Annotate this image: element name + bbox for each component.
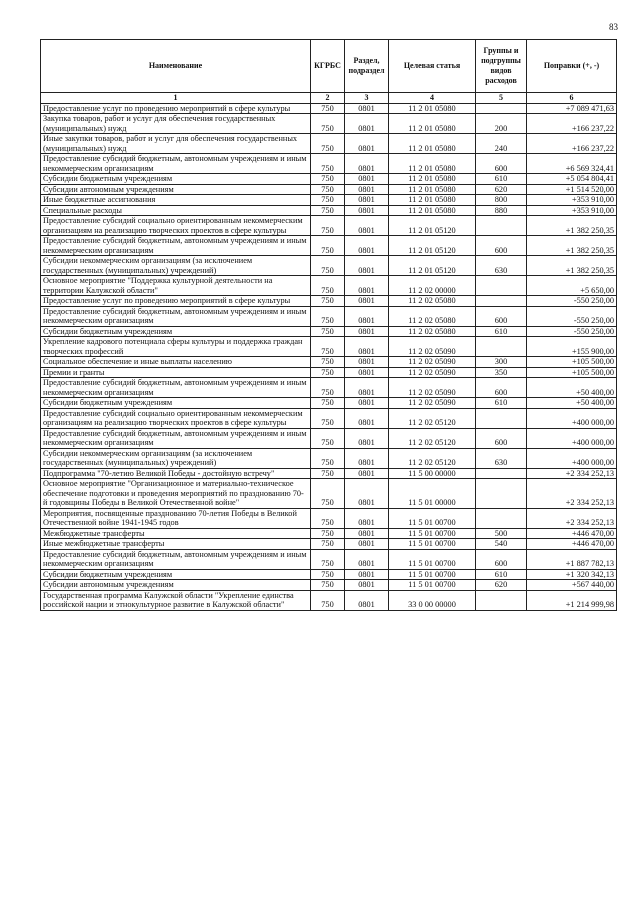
- row-expense-group: 620: [476, 184, 527, 195]
- table-row: [41, 479, 617, 509]
- column-number: 5: [476, 93, 527, 104]
- row-amount: +7 089 471,63: [527, 103, 617, 114]
- row-amount: +50 400,00: [527, 378, 617, 398]
- row-expense-group: [476, 408, 527, 428]
- row-kgrbs: 750: [311, 378, 345, 398]
- row-section: 0801: [345, 357, 389, 368]
- row-name: Предоставление субсидий социально ориентированным некоммерческим организациям на реализацию творческих проектов в сфере культуры: [41, 216, 311, 236]
- row-target-article: 11 2 01 05080: [389, 103, 476, 114]
- row-target-article: 11 2 01 05080: [389, 184, 476, 195]
- row-target-article: 11 2 01 05080: [389, 154, 476, 174]
- column-number-row: [41, 93, 617, 104]
- row-name: Иные бюджетные ассигнования: [41, 195, 311, 206]
- row-target-article: 11 2 01 05120: [389, 236, 476, 256]
- row-kgrbs: 750: [311, 205, 345, 216]
- row-name: Предоставление субсидий бюджетным, автономным учреждениям и иным некоммерческим организациям: [41, 549, 311, 569]
- table-row: [41, 448, 617, 468]
- row-amount: +50 400,00: [527, 398, 617, 409]
- row-name: Субсидии автономным учреждениям: [41, 184, 311, 195]
- column-number: 4: [389, 93, 476, 104]
- row-name: Субсидии бюджетным учреждениям: [41, 398, 311, 409]
- row-name: Предоставление субсидий бюджетным, автономным учреждениям и иным некоммерческим организациям: [41, 154, 311, 174]
- table-row: [41, 528, 617, 539]
- table-row: [41, 508, 617, 528]
- row-expense-group: 610: [476, 174, 527, 185]
- row-target-article: 11 5 01 00700: [389, 508, 476, 528]
- row-kgrbs: 750: [311, 216, 345, 236]
- row-section: 0801: [345, 398, 389, 409]
- row-amount: +400 000,00: [527, 448, 617, 468]
- row-name: Субсидии бюджетным учреждениям: [41, 326, 311, 337]
- row-section: 0801: [345, 539, 389, 550]
- row-kgrbs: 750: [311, 549, 345, 569]
- table-row: [41, 580, 617, 591]
- row-section: 0801: [345, 134, 389, 154]
- row-target-article: 11 2 02 05080: [389, 296, 476, 307]
- row-expense-group: [476, 276, 527, 296]
- table-row: [41, 468, 617, 479]
- table-row: [41, 367, 617, 378]
- row-amount: +2 334 252,13: [527, 508, 617, 528]
- column-number: 1: [41, 93, 311, 104]
- row-section: 0801: [345, 549, 389, 569]
- row-kgrbs: 750: [311, 367, 345, 378]
- row-name: Субсидии бюджетным учреждениям: [41, 174, 311, 185]
- row-expense-group: 620: [476, 580, 527, 591]
- row-target-article: 11 2 01 05080: [389, 174, 476, 185]
- row-section: 0801: [345, 174, 389, 185]
- row-name: Предоставление услуг по проведению мероприятий в сфере культуры: [41, 296, 311, 307]
- table-row: [41, 276, 617, 296]
- row-kgrbs: 750: [311, 590, 345, 610]
- table-row: [41, 296, 617, 307]
- row-name: Государственная программа Калужской области "Укрепление единства российской нации и этнокультурное развитие в Калужской области": [41, 590, 311, 610]
- row-kgrbs: 750: [311, 114, 345, 134]
- row-kgrbs: 750: [311, 306, 345, 326]
- row-target-article: 11 2 02 05120: [389, 408, 476, 428]
- row-target-article: 11 5 01 00000: [389, 479, 476, 509]
- table-row: [41, 408, 617, 428]
- row-name: Предоставление субсидий бюджетным, автономным учреждениям и иным некоммерческим организациям: [41, 236, 311, 256]
- row-expense-group: 540: [476, 539, 527, 550]
- row-section: 0801: [345, 256, 389, 276]
- row-target-article: 11 2 02 05090: [389, 357, 476, 368]
- row-expense-group: 500: [476, 528, 527, 539]
- row-amount: +400 000,00: [527, 408, 617, 428]
- row-amount: +155 900,00: [527, 337, 617, 357]
- row-expense-group: 610: [476, 398, 527, 409]
- row-target-article: 11 2 02 00000: [389, 276, 476, 296]
- row-amount: +1 514 520,00: [527, 184, 617, 195]
- row-amount: +1 382 250,35: [527, 256, 617, 276]
- row-name: Закупка товаров, работ и услуг для обеспечения государственных (муниципальных) нужд: [41, 114, 311, 134]
- row-target-article: 11 5 01 00700: [389, 528, 476, 539]
- table-row: [41, 357, 617, 368]
- row-section: 0801: [345, 276, 389, 296]
- row-expense-group: 240: [476, 134, 527, 154]
- table-row: [41, 337, 617, 357]
- row-section: 0801: [345, 448, 389, 468]
- row-amount: +446 470,00: [527, 528, 617, 539]
- row-kgrbs: 750: [311, 326, 345, 337]
- row-kgrbs: 750: [311, 508, 345, 528]
- row-amount: +166 237,22: [527, 134, 617, 154]
- column-number: 6: [527, 93, 617, 104]
- row-expense-group: [476, 103, 527, 114]
- row-expense-group: 630: [476, 448, 527, 468]
- table-row: [41, 378, 617, 398]
- row-kgrbs: 750: [311, 236, 345, 256]
- table-row: [41, 398, 617, 409]
- row-name: Предоставление субсидий бюджетным, автономным учреждениям и иным некоммерческим организациям: [41, 306, 311, 326]
- row-section: 0801: [345, 326, 389, 337]
- table-row: [41, 154, 617, 174]
- row-name: Социальное обеспечение и иные выплаты населению: [41, 357, 311, 368]
- row-section: 0801: [345, 378, 389, 398]
- row-expense-group: 200: [476, 114, 527, 134]
- row-expense-group: 600: [476, 306, 527, 326]
- row-section: 0801: [345, 103, 389, 114]
- row-name: Субсидии бюджетным учреждениям: [41, 569, 311, 580]
- header-expense-group: Группы и подгруппы видов расходов: [476, 40, 527, 93]
- row-name: Субсидии автономным учреждениям: [41, 580, 311, 591]
- row-target-article: 11 2 02 05090: [389, 378, 476, 398]
- row-kgrbs: 750: [311, 134, 345, 154]
- table-row: [41, 184, 617, 195]
- table-row: [41, 216, 617, 236]
- row-section: 0801: [345, 508, 389, 528]
- row-kgrbs: 750: [311, 337, 345, 357]
- row-amount: +353 910,00: [527, 195, 617, 206]
- table-row: [41, 205, 617, 216]
- table-body: [41, 103, 617, 610]
- table-row: [41, 590, 617, 610]
- row-section: 0801: [345, 154, 389, 174]
- row-kgrbs: 750: [311, 357, 345, 368]
- table-row: [41, 236, 617, 256]
- row-amount: +5 054 804,41: [527, 174, 617, 185]
- row-amount: +2 334 252,13: [527, 468, 617, 479]
- row-name: Иные межбюджетные трансферты: [41, 539, 311, 550]
- row-kgrbs: 750: [311, 276, 345, 296]
- page-number: 83: [609, 22, 618, 32]
- row-amount: +446 470,00: [527, 539, 617, 550]
- row-name: Предоставление субсидий бюджетным, автономным учреждениям и иным некоммерческим организациям: [41, 428, 311, 448]
- row-amount: +5 650,00: [527, 276, 617, 296]
- row-expense-group: [476, 479, 527, 509]
- row-expense-group: 600: [476, 428, 527, 448]
- row-name: Предоставление субсидий социально ориентированным некоммерческим организациям на реализацию творческих проектов в сфере культуры: [41, 408, 311, 428]
- header-target-article: Целевая статья: [389, 40, 476, 93]
- row-amount: -550 250,00: [527, 326, 617, 337]
- row-amount: -550 250,00: [527, 296, 617, 307]
- row-section: 0801: [345, 195, 389, 206]
- row-name: Премии и гранты: [41, 367, 311, 378]
- table-row: [41, 569, 617, 580]
- row-section: 0801: [345, 367, 389, 378]
- table-row: [41, 256, 617, 276]
- table-row: [41, 549, 617, 569]
- row-section: 0801: [345, 580, 389, 591]
- table-row: [41, 539, 617, 550]
- row-section: 0801: [345, 528, 389, 539]
- table-row: [41, 326, 617, 337]
- row-expense-group: 600: [476, 549, 527, 569]
- row-kgrbs: 750: [311, 398, 345, 409]
- header-amendments: Поправки (+, -): [527, 40, 617, 93]
- table-row: [41, 103, 617, 114]
- row-kgrbs: 750: [311, 569, 345, 580]
- row-name: Межбюджетные трансферты: [41, 528, 311, 539]
- row-expense-group: 600: [476, 378, 527, 398]
- row-section: 0801: [345, 184, 389, 195]
- row-target-article: 11 2 01 05120: [389, 216, 476, 236]
- row-section: 0801: [345, 236, 389, 256]
- row-kgrbs: 750: [311, 195, 345, 206]
- row-kgrbs: 750: [311, 408, 345, 428]
- row-target-article: 11 2 01 05080: [389, 114, 476, 134]
- header-kgrbs: КГРБС: [311, 40, 345, 93]
- table-row: [41, 306, 617, 326]
- row-expense-group: 600: [476, 236, 527, 256]
- table-row: [41, 428, 617, 448]
- row-amount: +567 440,00: [527, 580, 617, 591]
- row-target-article: 11 2 02 05090: [389, 398, 476, 409]
- row-expense-group: 880: [476, 205, 527, 216]
- row-section: 0801: [345, 408, 389, 428]
- column-number: 2: [311, 93, 345, 104]
- row-section: 0801: [345, 569, 389, 580]
- row-target-article: 11 2 01 05080: [389, 205, 476, 216]
- row-amount: +105 500,00: [527, 357, 617, 368]
- row-amount: +105 500,00: [527, 367, 617, 378]
- row-name: Мероприятия, посвященные празднованию 70-летия Победы в Великой Отечественной войне 1941-1945 годов: [41, 508, 311, 528]
- header-name: Наименование: [41, 40, 311, 93]
- row-target-article: 11 5 01 00700: [389, 539, 476, 550]
- row-kgrbs: 750: [311, 103, 345, 114]
- row-amount: +1 382 250,35: [527, 216, 617, 236]
- row-kgrbs: 750: [311, 174, 345, 185]
- row-amount: +400 000,00: [527, 428, 617, 448]
- row-expense-group: [476, 468, 527, 479]
- row-target-article: 11 5 00 00000: [389, 468, 476, 479]
- row-expense-group: 630: [476, 256, 527, 276]
- row-amount: +2 334 252,13: [527, 479, 617, 509]
- row-expense-group: [476, 216, 527, 236]
- row-amount: +1 320 342,13: [527, 569, 617, 580]
- row-section: 0801: [345, 468, 389, 479]
- row-expense-group: 610: [476, 326, 527, 337]
- row-amount: -550 250,00: [527, 306, 617, 326]
- row-expense-group: 300: [476, 357, 527, 368]
- row-expense-group: [476, 296, 527, 307]
- row-name: Иные закупки товаров, работ и услуг для обеспечения государственных (муниципальных) нужд: [41, 134, 311, 154]
- row-target-article: 11 2 02 05120: [389, 448, 476, 468]
- table-row: [41, 134, 617, 154]
- row-amount: +1 887 782,13: [527, 549, 617, 569]
- row-target-article: 11 2 02 05090: [389, 367, 476, 378]
- header-row: [41, 40, 617, 93]
- row-name: Основное мероприятие "Поддержка культурной деятельности на территории Калужской области": [41, 276, 311, 296]
- row-name: Предоставление субсидий бюджетным, автономным учреждениям и иным некоммерческим организациям: [41, 378, 311, 398]
- row-section: 0801: [345, 590, 389, 610]
- row-expense-group: 800: [476, 195, 527, 206]
- row-name: Укрепление кадрового потенциала сферы культуры и поддержка граждан творческих профессий: [41, 337, 311, 357]
- row-kgrbs: 750: [311, 154, 345, 174]
- row-target-article: 11 5 01 00700: [389, 569, 476, 580]
- row-target-article: 11 2 02 05080: [389, 306, 476, 326]
- row-kgrbs: 750: [311, 580, 345, 591]
- table-row: [41, 114, 617, 134]
- row-expense-group: [476, 590, 527, 610]
- row-expense-group: 610: [476, 569, 527, 580]
- row-expense-group: [476, 337, 527, 357]
- row-name: Подпрограмма "70-летию Великой Победы - достойную встречу": [41, 468, 311, 479]
- row-target-article: 33 0 00 00000: [389, 590, 476, 610]
- row-section: 0801: [345, 337, 389, 357]
- header-section: Раздел, подраздел: [345, 40, 389, 93]
- row-section: 0801: [345, 479, 389, 509]
- row-name: Основное мероприятие "Организационное и материально-техническое обеспечение подготовки и проведения мероприятий по празднованию 70-й годовщины Победы в Великой Отечественной войне": [41, 479, 311, 509]
- row-amount: +6 569 324,41: [527, 154, 617, 174]
- row-target-article: 11 5 01 00700: [389, 580, 476, 591]
- row-kgrbs: 750: [311, 296, 345, 307]
- table-row: [41, 195, 617, 206]
- row-target-article: 11 2 01 05120: [389, 256, 476, 276]
- row-amount: +1 382 250,35: [527, 236, 617, 256]
- row-section: 0801: [345, 216, 389, 236]
- row-name: Субсидии некоммерческим организациям (за исключением государственных (муниципальных) учреждений): [41, 448, 311, 468]
- row-kgrbs: 750: [311, 468, 345, 479]
- row-expense-group: 600: [476, 154, 527, 174]
- row-target-article: 11 2 02 05120: [389, 428, 476, 448]
- row-target-article: 11 5 01 00700: [389, 549, 476, 569]
- row-target-article: 11 2 01 05080: [389, 195, 476, 206]
- table-row: [41, 174, 617, 185]
- row-amount: +1 214 999,98: [527, 590, 617, 610]
- row-target-article: 11 2 01 05080: [389, 134, 476, 154]
- row-kgrbs: 750: [311, 528, 345, 539]
- row-kgrbs: 750: [311, 539, 345, 550]
- row-target-article: 11 2 02 05080: [389, 326, 476, 337]
- budget-table: [40, 39, 617, 611]
- row-section: 0801: [345, 114, 389, 134]
- row-name: Предоставление услуг по проведению мероприятий в сфере культуры: [41, 103, 311, 114]
- row-section: 0801: [345, 205, 389, 216]
- row-section: 0801: [345, 296, 389, 307]
- row-kgrbs: 750: [311, 428, 345, 448]
- row-amount: +353 910,00: [527, 205, 617, 216]
- row-kgrbs: 750: [311, 256, 345, 276]
- row-target-article: 11 2 02 05090: [389, 337, 476, 357]
- row-name: Специальные расходы: [41, 205, 311, 216]
- column-number: 3: [345, 93, 389, 104]
- row-kgrbs: 750: [311, 184, 345, 195]
- row-name: Субсидии некоммерческим организациям (за исключением государственных (муниципальных) учреждений): [41, 256, 311, 276]
- row-section: 0801: [345, 306, 389, 326]
- row-section: 0801: [345, 428, 389, 448]
- row-kgrbs: 750: [311, 448, 345, 468]
- row-amount: +166 237,22: [527, 114, 617, 134]
- row-kgrbs: 750: [311, 479, 345, 509]
- row-expense-group: 350: [476, 367, 527, 378]
- row-expense-group: [476, 508, 527, 528]
